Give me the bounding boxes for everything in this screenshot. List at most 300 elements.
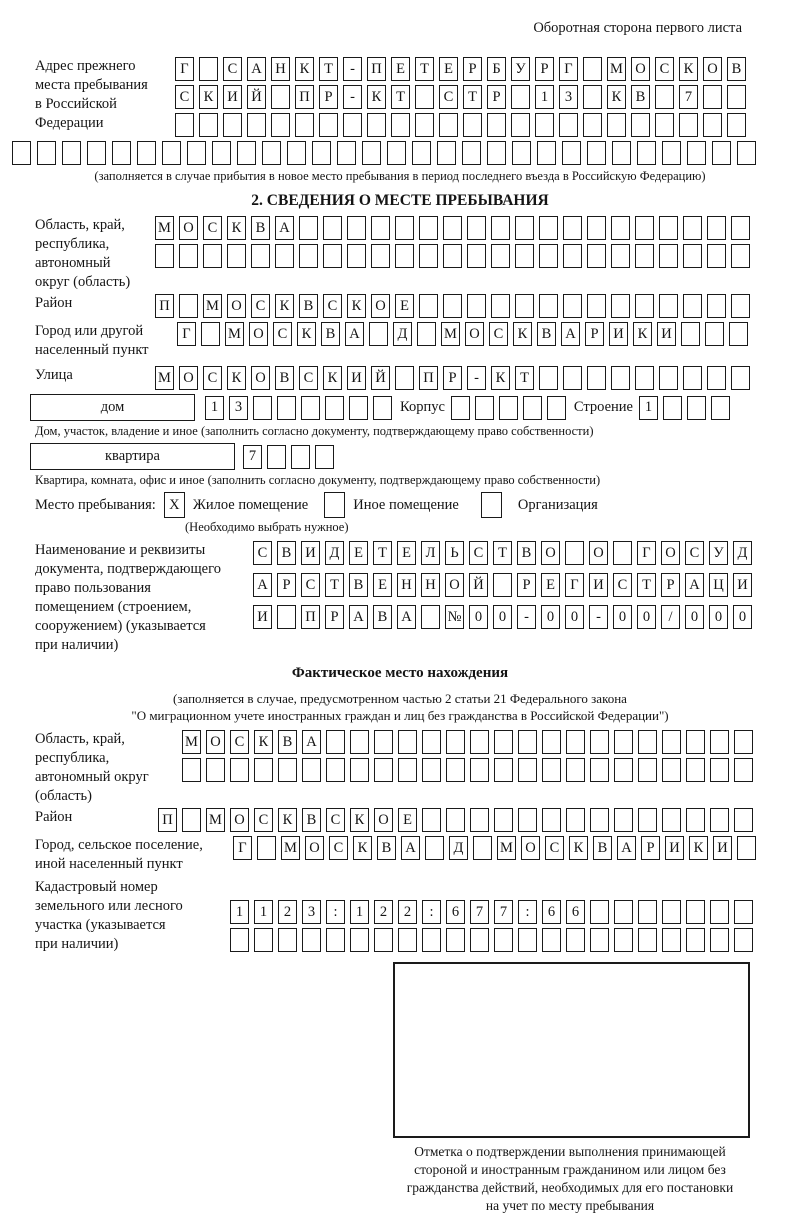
char-cell[interactable]: О <box>249 322 268 346</box>
char-cell[interactable] <box>37 141 56 165</box>
char-cell[interactable] <box>494 928 513 952</box>
char-cell[interactable] <box>271 85 290 109</box>
char-cell[interactable] <box>470 928 489 952</box>
char-cell[interactable] <box>187 141 206 165</box>
char-cell[interactable] <box>683 244 702 268</box>
char-cell[interactable]: О <box>251 366 270 390</box>
char-cell[interactable]: Р <box>443 366 462 390</box>
char-cell[interactable] <box>425 836 444 860</box>
char-cell[interactable]: 6 <box>566 900 585 924</box>
char-cell[interactable] <box>487 113 506 137</box>
char-cell[interactable]: П <box>295 85 314 109</box>
char-cell[interactable] <box>727 113 746 137</box>
char-cell[interactable]: К <box>353 836 372 860</box>
char-cell[interactable] <box>494 808 513 832</box>
char-cell[interactable] <box>686 928 705 952</box>
char-cell[interactable]: В <box>278 730 297 754</box>
char-cell[interactable]: К <box>295 57 314 81</box>
char-cell[interactable]: Р <box>641 836 660 860</box>
char-cell[interactable]: У <box>709 541 728 565</box>
char-cell[interactable] <box>635 294 654 318</box>
char-cell[interactable]: 0 <box>685 605 704 629</box>
char-cell[interactable]: С <box>273 322 292 346</box>
char-cell[interactable] <box>369 322 388 346</box>
char-cell[interactable] <box>398 730 417 754</box>
char-cell[interactable] <box>199 57 218 81</box>
char-cell[interactable]: А <box>345 322 364 346</box>
char-cell[interactable] <box>607 113 626 137</box>
char-cell[interactable] <box>563 216 582 240</box>
char-cell[interactable] <box>230 758 249 782</box>
char-cell[interactable] <box>253 396 272 420</box>
char-cell[interactable] <box>112 141 131 165</box>
char-cell[interactable] <box>614 758 633 782</box>
char-cell[interactable]: С <box>299 366 318 390</box>
char-cell[interactable] <box>182 808 201 832</box>
char-cell[interactable] <box>475 396 494 420</box>
char-cell[interactable]: 7 <box>243 445 262 469</box>
char-cell[interactable] <box>542 758 561 782</box>
char-cell[interactable]: 3 <box>229 396 248 420</box>
char-cell[interactable]: В <box>299 294 318 318</box>
char-cell[interactable]: К <box>278 808 297 832</box>
char-cell[interactable] <box>470 808 489 832</box>
char-cell[interactable]: С <box>203 366 222 390</box>
char-cell[interactable] <box>614 900 633 924</box>
char-cell[interactable]: К <box>323 366 342 390</box>
char-cell[interactable]: М <box>607 57 626 81</box>
char-cell[interactable]: Е <box>398 808 417 832</box>
char-cell[interactable]: Б <box>487 57 506 81</box>
char-cell[interactable] <box>343 113 362 137</box>
char-cell[interactable] <box>446 730 465 754</box>
char-cell[interactable] <box>412 141 431 165</box>
char-cell[interactable]: С <box>613 573 632 597</box>
char-cell[interactable] <box>523 396 542 420</box>
char-cell[interactable]: С <box>329 836 348 860</box>
char-cell[interactable]: С <box>489 322 508 346</box>
char-cell[interactable] <box>491 216 510 240</box>
char-cell[interactable] <box>315 445 334 469</box>
char-cell[interactable] <box>421 605 440 629</box>
char-cell[interactable] <box>638 730 657 754</box>
char-cell[interactable] <box>337 141 356 165</box>
char-cell[interactable] <box>686 900 705 924</box>
char-cell[interactable] <box>635 216 654 240</box>
char-cell[interactable] <box>566 928 585 952</box>
char-cell[interactable]: С <box>253 541 272 565</box>
char-cell[interactable] <box>201 322 220 346</box>
char-cell[interactable]: 6 <box>446 900 465 924</box>
char-cell[interactable] <box>727 85 746 109</box>
char-cell[interactable] <box>565 541 584 565</box>
char-cell[interactable]: К <box>513 322 532 346</box>
char-cell[interactable]: К <box>569 836 588 860</box>
char-cell[interactable]: 2 <box>278 900 297 924</box>
char-cell[interactable] <box>515 294 534 318</box>
char-cell[interactable] <box>398 928 417 952</box>
char-cell[interactable]: Р <box>661 573 680 597</box>
char-cell[interactable] <box>467 244 486 268</box>
char-cell[interactable] <box>566 808 585 832</box>
char-cell[interactable] <box>395 216 414 240</box>
char-cell[interactable]: О <box>703 57 722 81</box>
char-cell[interactable]: К <box>689 836 708 860</box>
char-cell[interactable]: Д <box>733 541 752 565</box>
char-cell[interactable]: 2 <box>374 900 393 924</box>
char-cell[interactable]: : <box>518 900 537 924</box>
char-cell[interactable] <box>563 244 582 268</box>
char-cell[interactable] <box>277 396 296 420</box>
char-cell[interactable] <box>247 113 266 137</box>
char-cell[interactable]: К <box>633 322 652 346</box>
char-cell[interactable] <box>493 573 512 597</box>
char-cell[interactable] <box>467 294 486 318</box>
char-cell[interactable]: Ц <box>709 573 728 597</box>
char-cell[interactable] <box>511 113 530 137</box>
char-cell[interactable]: Е <box>391 57 410 81</box>
char-cell[interactable] <box>611 366 630 390</box>
char-cell[interactable]: Р <box>325 605 344 629</box>
char-cell[interactable] <box>326 758 345 782</box>
char-cell[interactable] <box>614 730 633 754</box>
char-cell[interactable]: О <box>445 573 464 597</box>
char-cell[interactable] <box>590 900 609 924</box>
char-cell[interactable] <box>487 141 506 165</box>
char-cell[interactable] <box>542 808 561 832</box>
char-cell[interactable]: Н <box>421 573 440 597</box>
char-cell[interactable] <box>710 928 729 952</box>
char-cell[interactable] <box>212 141 231 165</box>
char-cell[interactable]: - <box>589 605 608 629</box>
char-cell[interactable] <box>662 900 681 924</box>
char-cell[interactable]: Е <box>349 541 368 565</box>
char-cell[interactable] <box>62 141 81 165</box>
char-cell[interactable]: К <box>297 322 316 346</box>
char-cell[interactable] <box>686 730 705 754</box>
char-cell[interactable]: С <box>223 57 242 81</box>
char-cell[interactable] <box>563 366 582 390</box>
char-cell[interactable] <box>703 85 722 109</box>
char-cell[interactable]: 1 <box>535 85 554 109</box>
char-cell[interactable] <box>515 216 534 240</box>
char-cell[interactable]: 1 <box>639 396 658 420</box>
char-cell[interactable] <box>734 758 753 782</box>
char-cell[interactable] <box>707 294 726 318</box>
char-cell[interactable]: Е <box>439 57 458 81</box>
char-cell[interactable]: О <box>227 294 246 318</box>
char-cell[interactable]: О <box>541 541 560 565</box>
char-cell[interactable] <box>614 928 633 952</box>
char-cell[interactable] <box>710 900 729 924</box>
char-cell[interactable] <box>374 758 393 782</box>
char-cell[interactable]: Ь <box>445 541 464 565</box>
char-cell[interactable]: С <box>301 573 320 597</box>
char-cell[interactable] <box>254 928 273 952</box>
char-cell[interactable]: Й <box>371 366 390 390</box>
char-cell[interactable]: И <box>665 836 684 860</box>
char-cell[interactable] <box>439 113 458 137</box>
char-cell[interactable] <box>729 322 748 346</box>
char-cell[interactable]: 3 <box>302 900 321 924</box>
char-cell[interactable]: Р <box>517 573 536 597</box>
char-cell[interactable]: В <box>727 57 746 81</box>
char-cell[interactable] <box>631 113 650 137</box>
char-cell[interactable] <box>325 396 344 420</box>
char-cell[interactable]: О <box>465 322 484 346</box>
char-cell[interactable]: П <box>419 366 438 390</box>
char-cell[interactable]: Е <box>373 573 392 597</box>
char-cell[interactable] <box>662 758 681 782</box>
char-cell[interactable] <box>312 141 331 165</box>
char-cell[interactable] <box>203 244 222 268</box>
char-cell[interactable] <box>703 113 722 137</box>
char-cell[interactable] <box>659 366 678 390</box>
char-cell[interactable]: Т <box>391 85 410 109</box>
char-cell[interactable] <box>391 113 410 137</box>
char-cell[interactable] <box>267 445 286 469</box>
char-cell[interactable] <box>415 113 434 137</box>
char-cell[interactable]: : <box>422 900 441 924</box>
char-cell[interactable]: - <box>517 605 536 629</box>
char-cell[interactable]: А <box>302 730 321 754</box>
char-cell[interactable]: К <box>275 294 294 318</box>
char-cell[interactable]: С <box>230 730 249 754</box>
char-cell[interactable] <box>662 808 681 832</box>
char-cell[interactable]: А <box>397 605 416 629</box>
char-cell[interactable]: - <box>467 366 486 390</box>
char-cell[interactable]: В <box>537 322 556 346</box>
char-cell[interactable] <box>679 113 698 137</box>
char-cell[interactable]: 0 <box>493 605 512 629</box>
char-cell[interactable]: В <box>302 808 321 832</box>
char-cell[interactable]: Н <box>397 573 416 597</box>
char-cell[interactable] <box>367 113 386 137</box>
char-cell[interactable]: О <box>631 57 650 81</box>
char-cell[interactable]: С <box>254 808 273 832</box>
char-cell[interactable] <box>611 294 630 318</box>
char-cell[interactable] <box>612 141 631 165</box>
char-cell[interactable] <box>326 730 345 754</box>
char-cell[interactable] <box>419 244 438 268</box>
char-cell[interactable]: М <box>497 836 516 860</box>
char-cell[interactable]: В <box>251 216 270 240</box>
char-cell[interactable]: И <box>733 573 752 597</box>
char-cell[interactable] <box>535 113 554 137</box>
char-cell[interactable] <box>663 396 682 420</box>
char-cell[interactable] <box>638 758 657 782</box>
char-cell[interactable] <box>537 141 556 165</box>
char-cell[interactable] <box>271 113 290 137</box>
char-cell[interactable]: С <box>323 294 342 318</box>
char-cell[interactable] <box>737 836 756 860</box>
char-cell[interactable] <box>587 366 606 390</box>
char-cell[interactable]: 7 <box>679 85 698 109</box>
char-cell[interactable] <box>662 141 681 165</box>
char-cell[interactable]: Й <box>469 573 488 597</box>
char-cell[interactable]: 1 <box>205 396 224 420</box>
char-cell[interactable] <box>687 396 706 420</box>
char-cell[interactable]: С <box>439 85 458 109</box>
char-cell[interactable]: М <box>441 322 460 346</box>
stay-option-residential-checkbox[interactable]: X <box>164 492 185 518</box>
char-cell[interactable] <box>446 928 465 952</box>
char-cell[interactable] <box>227 244 246 268</box>
char-cell[interactable] <box>635 366 654 390</box>
char-cell[interactable] <box>155 244 174 268</box>
char-cell[interactable]: И <box>589 573 608 597</box>
char-cell[interactable] <box>710 808 729 832</box>
char-cell[interactable] <box>415 85 434 109</box>
char-cell[interactable] <box>179 294 198 318</box>
char-cell[interactable] <box>295 113 314 137</box>
char-cell[interactable] <box>683 216 702 240</box>
char-cell[interactable] <box>587 244 606 268</box>
char-cell[interactable] <box>299 216 318 240</box>
char-cell[interactable] <box>590 730 609 754</box>
char-cell[interactable]: С <box>685 541 704 565</box>
char-cell[interactable] <box>422 730 441 754</box>
char-cell[interactable]: 0 <box>733 605 752 629</box>
char-cell[interactable] <box>635 244 654 268</box>
char-cell[interactable]: М <box>182 730 201 754</box>
char-cell[interactable] <box>539 216 558 240</box>
char-cell[interactable] <box>491 294 510 318</box>
char-cell[interactable]: 6 <box>542 900 561 924</box>
char-cell[interactable] <box>683 366 702 390</box>
char-cell[interactable]: А <box>253 573 272 597</box>
char-cell[interactable] <box>583 113 602 137</box>
char-cell[interactable] <box>350 928 369 952</box>
char-cell[interactable] <box>711 396 730 420</box>
char-cell[interactable]: Г <box>177 322 196 346</box>
char-cell[interactable] <box>518 928 537 952</box>
char-cell[interactable] <box>731 216 750 240</box>
char-cell[interactable]: / <box>661 605 680 629</box>
char-cell[interactable]: В <box>277 541 296 565</box>
char-cell[interactable]: В <box>517 541 536 565</box>
char-cell[interactable] <box>230 928 249 952</box>
char-cell[interactable]: А <box>401 836 420 860</box>
char-cell[interactable] <box>319 113 338 137</box>
char-cell[interactable]: С <box>203 216 222 240</box>
char-cell[interactable] <box>87 141 106 165</box>
char-cell[interactable]: М <box>155 366 174 390</box>
char-cell[interactable] <box>223 113 242 137</box>
char-cell[interactable]: К <box>607 85 626 109</box>
char-cell[interactable] <box>419 216 438 240</box>
char-cell[interactable]: Г <box>233 836 252 860</box>
char-cell[interactable] <box>559 113 578 137</box>
char-cell[interactable] <box>638 808 657 832</box>
stay-option-other-checkbox[interactable] <box>324 492 345 518</box>
char-cell[interactable]: Г <box>637 541 656 565</box>
char-cell[interactable] <box>277 605 296 629</box>
char-cell[interactable] <box>590 758 609 782</box>
char-cell[interactable]: И <box>713 836 732 860</box>
char-cell[interactable]: М <box>281 836 300 860</box>
char-cell[interactable]: Т <box>415 57 434 81</box>
char-cell[interactable]: Д <box>393 322 412 346</box>
char-cell[interactable]: Р <box>487 85 506 109</box>
char-cell[interactable] <box>491 244 510 268</box>
char-cell[interactable]: К <box>367 85 386 109</box>
char-cell[interactable] <box>686 808 705 832</box>
char-cell[interactable]: : <box>326 900 345 924</box>
char-cell[interactable]: О <box>521 836 540 860</box>
char-cell[interactable]: Т <box>319 57 338 81</box>
char-cell[interactable] <box>182 758 201 782</box>
char-cell[interactable] <box>451 396 470 420</box>
char-cell[interactable]: П <box>301 605 320 629</box>
char-cell[interactable] <box>518 758 537 782</box>
char-cell[interactable]: М <box>203 294 222 318</box>
char-cell[interactable] <box>705 322 724 346</box>
char-cell[interactable] <box>373 396 392 420</box>
char-cell[interactable]: Т <box>493 541 512 565</box>
char-cell[interactable]: Й <box>247 85 266 109</box>
char-cell[interactable]: А <box>685 573 704 597</box>
char-cell[interactable]: Л <box>421 541 440 565</box>
char-cell[interactable] <box>323 244 342 268</box>
char-cell[interactable] <box>443 216 462 240</box>
char-cell[interactable]: О <box>589 541 608 565</box>
char-cell[interactable]: 7 <box>494 900 513 924</box>
char-cell[interactable] <box>467 216 486 240</box>
char-cell[interactable]: С <box>326 808 345 832</box>
char-cell[interactable] <box>251 244 270 268</box>
char-cell[interactable]: К <box>679 57 698 81</box>
char-cell[interactable] <box>712 141 731 165</box>
char-cell[interactable]: Т <box>373 541 392 565</box>
char-cell[interactable] <box>347 216 366 240</box>
char-cell[interactable] <box>512 141 531 165</box>
char-cell[interactable]: И <box>609 322 628 346</box>
char-cell[interactable] <box>707 216 726 240</box>
char-cell[interactable] <box>299 244 318 268</box>
char-cell[interactable]: П <box>155 294 174 318</box>
char-cell[interactable] <box>398 758 417 782</box>
char-cell[interactable]: Е <box>395 294 414 318</box>
char-cell[interactable] <box>470 758 489 782</box>
char-cell[interactable]: 0 <box>613 605 632 629</box>
char-cell[interactable] <box>731 244 750 268</box>
char-cell[interactable] <box>587 294 606 318</box>
char-cell[interactable]: К <box>491 366 510 390</box>
char-cell[interactable]: П <box>158 808 177 832</box>
char-cell[interactable]: С <box>175 85 194 109</box>
char-cell[interactable] <box>257 836 276 860</box>
char-cell[interactable] <box>326 928 345 952</box>
char-cell[interactable]: В <box>373 605 392 629</box>
char-cell[interactable]: М <box>206 808 225 832</box>
char-cell[interactable]: 0 <box>565 605 584 629</box>
char-cell[interactable]: К <box>254 730 273 754</box>
char-cell[interactable] <box>518 808 537 832</box>
char-cell[interactable] <box>686 758 705 782</box>
char-cell[interactable]: 7 <box>470 900 489 924</box>
char-cell[interactable] <box>659 216 678 240</box>
char-cell[interactable]: М <box>225 322 244 346</box>
char-cell[interactable]: Т <box>463 85 482 109</box>
char-cell[interactable] <box>278 758 297 782</box>
char-cell[interactable]: А <box>349 605 368 629</box>
char-cell[interactable]: Р <box>585 322 604 346</box>
char-cell[interactable] <box>566 758 585 782</box>
char-cell[interactable]: № <box>445 605 464 629</box>
char-cell[interactable]: М <box>155 216 174 240</box>
char-cell[interactable] <box>275 244 294 268</box>
